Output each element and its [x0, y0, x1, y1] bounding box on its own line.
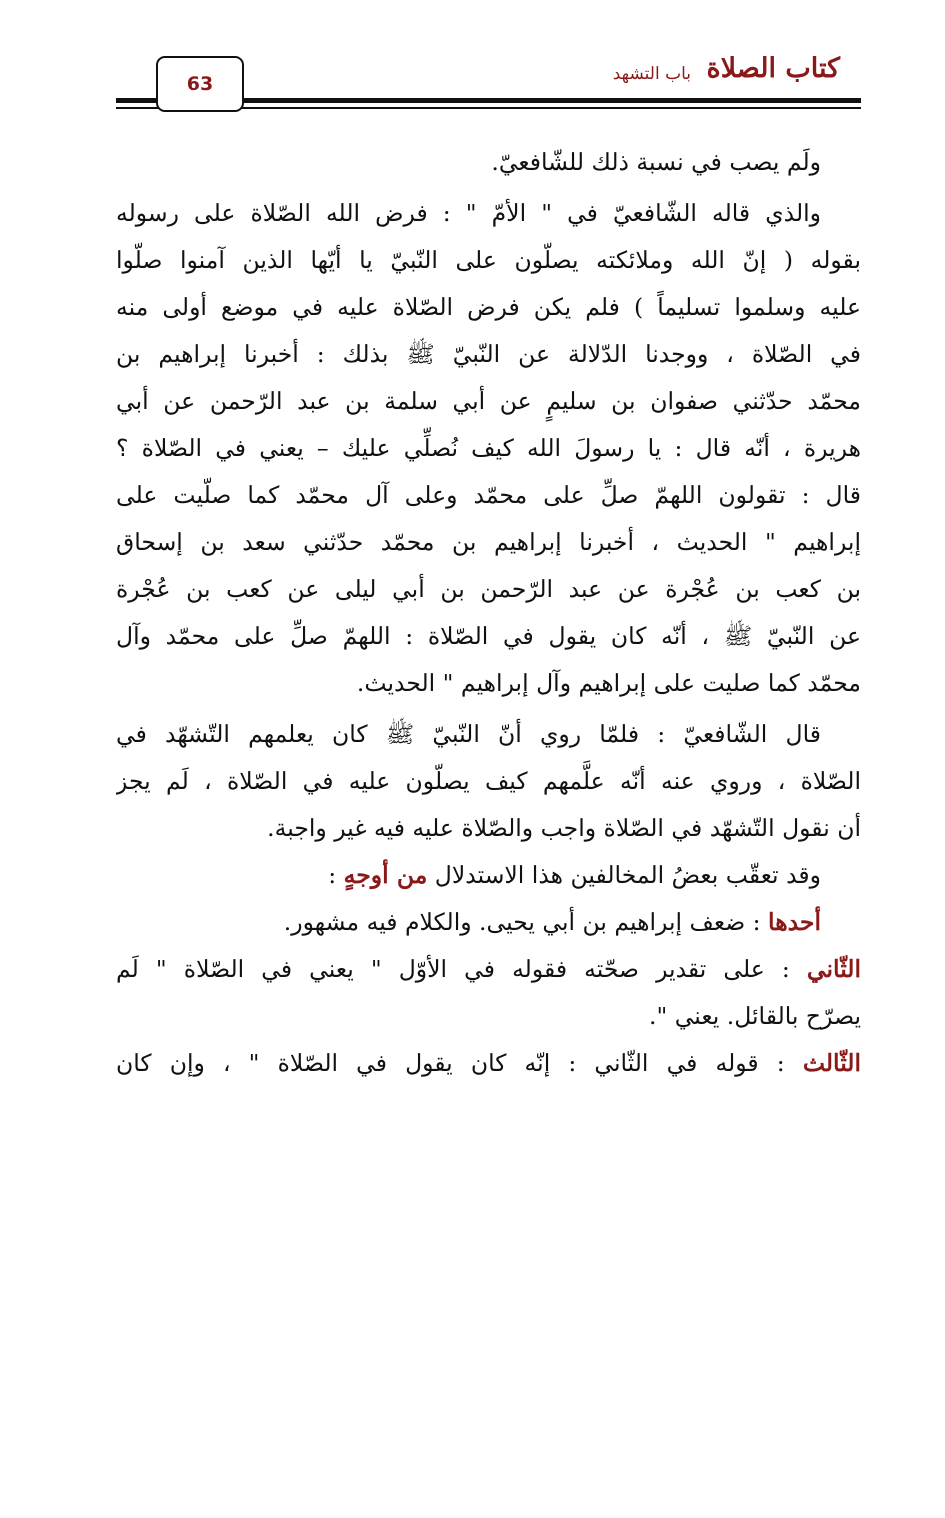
text-span: وقد تعقّب بعضُ المخالفين هذا الاستدلال [427, 861, 821, 889]
text-line: في الصّلاة ، ووجدنا الدّلالة عن النّبيّ ﷺ بذلك : أخبرنا إبراهيم بن [116, 340, 861, 368]
page-body [116, 139, 861, 1087]
highlight-term: الثّاني [806, 955, 861, 983]
text-line: محمّد حدّثني صفوان بن سليمٍ عن أبي سلمة بن عبد الرّحمن عن أبي [116, 387, 861, 415]
text-line: ولَم يصب في نسبة ذلك للشّافعيّ. [491, 148, 821, 176]
text-line: محمّد كما صليت على إبراهيم وآل إبراهيم " الحديث. [356, 669, 861, 697]
text-line: عليه وسلموا تسليماً ) فلم يكن فرض الصّلاة عليه في موضع أولى منه [116, 293, 861, 321]
text-line: يصرّح بالقائل. يعني ". [648, 1002, 861, 1030]
highlight-term: من أوجهٍ [343, 861, 428, 889]
text-line: قال : تقولون اللهمّ صلِّ على محمّد وعلى آل محمّد كما صلّيت على [116, 481, 861, 509]
page-header [116, 44, 861, 114]
text-line: إبراهيم " الحديث ، أخبرنا إبراهيم بن محمّد حدّثني سعد بن إسحاق [116, 528, 861, 556]
highlight-term: أحدها [768, 908, 821, 936]
text-line: أن نقول التّشهّد في الصّلاة واجب والصّلاة عليه فيه غير واجبة. [267, 814, 861, 842]
text-span: : على تقدير صحّته فقوله في الأوّل " يعني في الصّلاة " لَم [116, 955, 807, 983]
text-span: : [328, 861, 344, 889]
text-line [116, 946, 861, 993]
text-line: قال الشّافعيّ : فلمّا روي أنّ النّبيّ ﷺ كان يعلمهم التّشهّد في [116, 720, 821, 748]
book-title: كتاب الصلاة [706, 53, 840, 84]
text-line [116, 852, 861, 899]
text-line: بقوله ( إنّ الله وملائكته يصلّون على النّبيّ يا أيّها الذين آمنوا صلّوا [116, 246, 861, 274]
text-line [116, 899, 861, 946]
text-line: الصّلاة ، وروي عنه أنّه علَّمهم كيف يصلّون عليه في الصّلاة ، لَم يجز [116, 767, 861, 795]
text-span: : قوله في الثّاني : إنّه كان يقول في الصّلاة " ، وإن كان [116, 1049, 803, 1077]
page-number: 63 [156, 56, 244, 112]
chapter-title: باب التشهد [612, 64, 691, 84]
highlight-term: الثّالث [802, 1049, 861, 1077]
text-line [116, 1040, 861, 1087]
text-line: بن كعب بن عُجْرة عن عبد الرّحمن بن أبي ليلى عن كعب بن عُجْرة [116, 575, 861, 603]
text-span: : ضعف إبراهيم بن أبي يحيى. والكلام فيه مشهور. [283, 908, 769, 936]
text-line: والذي قاله الشّافعيّ في " الأمّ " : فرض الله الصّلاة على رسوله [116, 199, 821, 227]
text-line: عن النّبيّ ﷺ ، أنّه كان يقول في الصّلاة : اللهمّ صلِّ على محمّد وآل [116, 622, 861, 650]
text-line: هريرة ، أنّه قال : يا رسولَ الله كيف نُصلِّي عليك – يعني في الصّلاة ؟ [116, 434, 861, 462]
